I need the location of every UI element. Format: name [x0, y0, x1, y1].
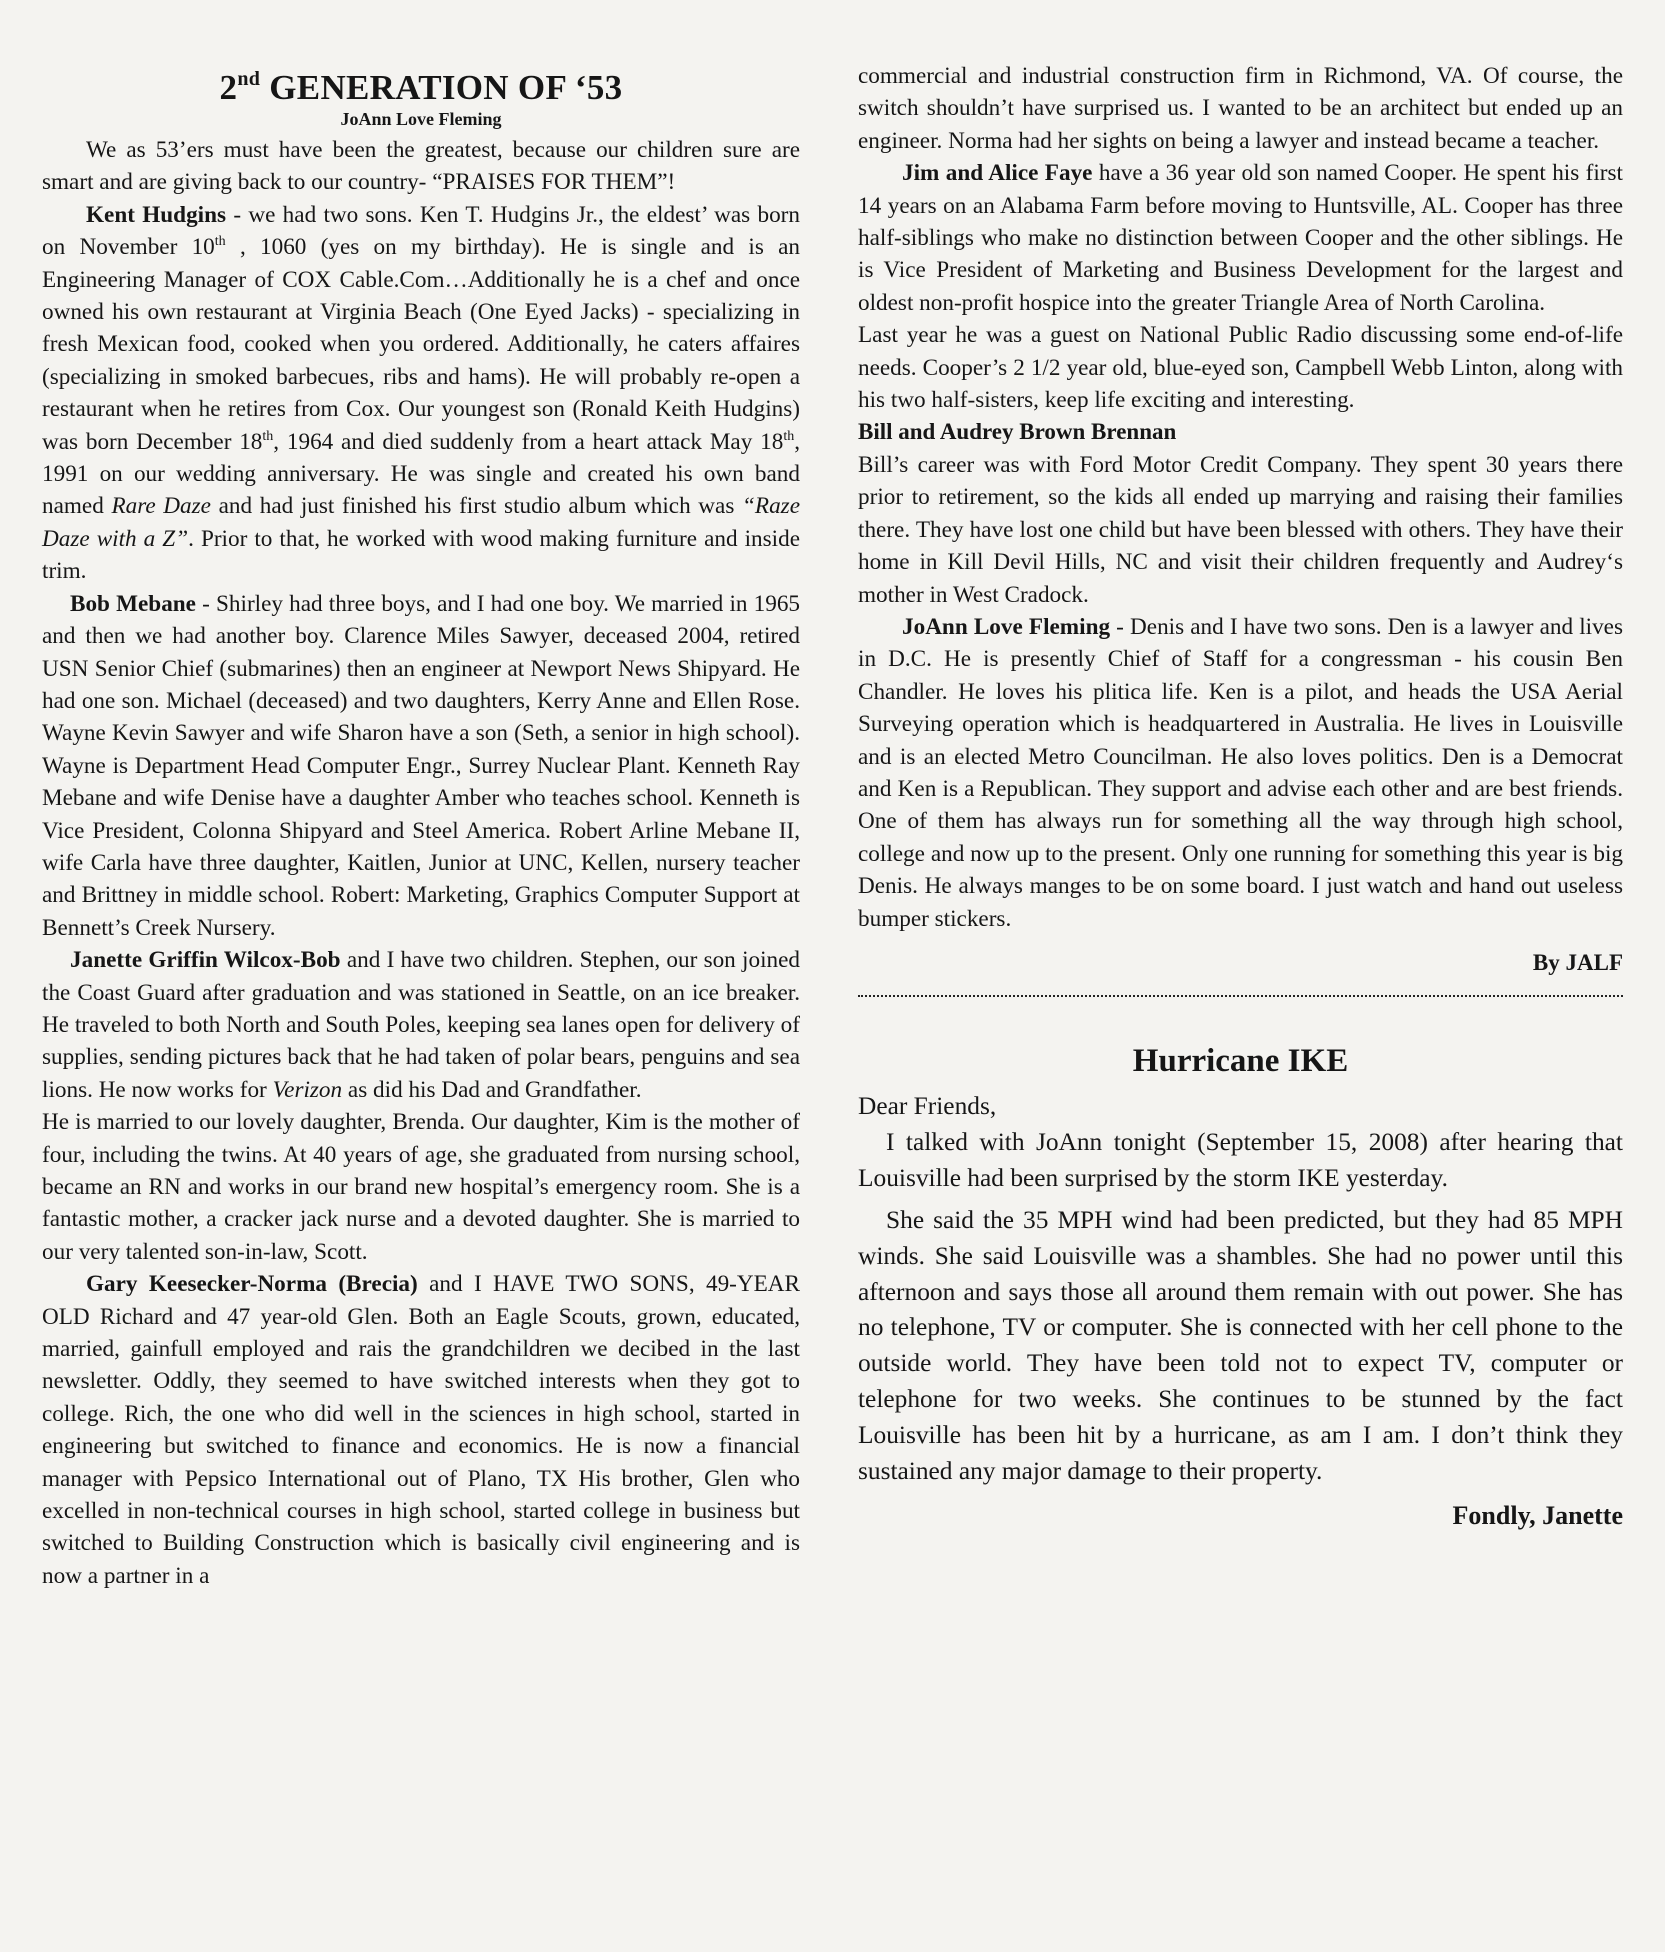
hurricane-paragraph-1: I talked with JoAnn tonight (September 15, 2008) after hearing that Louisville had been surprised by the storm IKE yesterday. — [858, 1127, 1623, 1192]
gary-keesecker-name: Gary Keesecker-Norma (Brecia) — [86, 1271, 418, 1298]
hurricane-paragraph-2: She said the 35 MPH wind had been predicted, but they had 85 MPH winds. She said Louisville was a shambles. She had no power until this afternoon and says those all around them remain with out power. She has no telephone, TV or computer. She is connected with her cell phone to the outside world. They have been told not to expect TV, computer or telephone for two weeks. She continues to be stunned by the fact Louisville has been hit by a hurricane, as am I am. I don’t think they sustained any major damage to their property. — [858, 1205, 1623, 1486]
title-ordinal-suffix: nd — [237, 68, 261, 90]
bob-mebane-name: Bob Mebane — [70, 590, 196, 617]
hurricane-signoff: Fondly, Janette — [1452, 1500, 1623, 1530]
bob-mebane-paragraph — [42, 588, 800, 944]
bob-text: - Shirley had three boys, and I had one boy. We married in 1965 and then we had another boy. Clarence Miles Sawyer, deceased 2004, retired USN Senior Chief (submarines) then an engineer at Newport News Shipyard. He had one son. Michael (deceased) and two daughters, Kerry Anne and Ellen Rose. Wayne Kevin Sawyer and wife Sharon have a son (Seth, a senior in high school). Wayne is Department Head Computer Engr., Surrey Nuclear Plant. Kenneth Ray Mebane and wife Denise have a daughter Amber who teaches school. Kenneth is Vice President, Colonna Shipyard and Steel America. Robert Arline Mebane II, wife Carla have three daughter, Kaitlen, Junior at UNC, Kellen, nursery teacher and Brittney in middle school. Robert: Marketing, Graphics Computer Support at Bennett’s Creek Nursery. — [42, 590, 801, 941]
dotted-divider — [858, 995, 1623, 997]
kent-text-4: , 1991 on our wedding anniversary. He was single and created his own band named — [42, 428, 800, 520]
hurricane-salutation: Dear Friends, — [858, 1091, 997, 1120]
hurricane-title: Hurricane IKE — [1132, 1042, 1349, 1079]
janette-text-2: as did his Dad and Grandfather. — [342, 1076, 642, 1103]
kent-text-2: , 1060 (yes on my birthday). He is single and is an Engineering Manager of COX Cable.Com…Additionally he is a chef and once owned his own restaurant at Virginia Beach (One Eyed Jacks) - specializing in fresh Mexican food, cooked when you ordered. Additionally, he caters affaires (specializing in smoked barbecues, ribs and hams). He will probably re-open a restaurant when he retires from Cox. Our youngest son (Ronald Keith Hudgins) was born December 18 — [42, 234, 800, 455]
album-name: “Raze Daze with a Z” — [42, 493, 800, 552]
joann-fleming-name: JoAnn Love Fleming — [902, 613, 1111, 640]
bill-audrey-name: Bill and Audrey Brown Brennan — [858, 419, 1177, 445]
kent-hudgins-paragraph — [42, 199, 800, 588]
intro-paragraph: We as 53’ers must have been the greatest, because our children sure are smart and are giving back to our country- “PRAISES FOR THEM”! — [42, 137, 800, 196]
left-column — [42, 60, 800, 1592]
joann-text: - Denis and I have two sons. Den is a lawyer and lives in D.C. He is presently Chief of Staff for a congressman - his cousin Ben Chandler. He loves his plitica life. Ken is a pilot, and heads the USA Aerial Surveying operation which is headquartered in Australia. He lives in Louisville and is an elected Metro Councilman. He also loves politics. Den is a Democrat and Ken is a Republican. They support and advise each other and are best friends. One of them has always run for something all the way through high school, college and now up to the present. Only one running for something this year is big Denis. He always manges to be on some board. I just watch and hand out useless bumper stickers. — [858, 613, 1623, 932]
jim-alice-name: Jim and Alice Faye — [902, 160, 1093, 187]
title-ordinal: 2 — [219, 68, 238, 107]
hurricane-article — [858, 1041, 1623, 1536]
title-text: GENERATION OF ‘53 — [260, 68, 623, 107]
article-byline: JoAnn Love Fleming — [340, 109, 502, 129]
jim-alice-paragraph — [858, 157, 1623, 319]
article-signoff: By JALF — [1532, 949, 1623, 975]
janette-wilcox-paragraph — [42, 944, 800, 1106]
kent-text-3: , 1964 and died suddenly from a heart attack May 18 — [273, 428, 784, 455]
right-column — [858, 60, 1623, 1536]
article-title — [42, 68, 800, 108]
kent-text-6: . Prior to that, he worked with wood making furniture and inside trim. — [42, 525, 801, 585]
kent-sup-2: th — [262, 428, 274, 444]
janette-paragraph-continued: He is married to our lovely daughter, Brenda. Our daughter, Kim is the mother of four, including the twins. At 40 years of age, she graduated from nursing school, became an RN and works in our brand new hospital’s emergency room. She is a fantastic mother, a cracker jack nurse and a devoted daughter. She is married to our very talented son-in-law, Scott. — [42, 1109, 800, 1265]
kent-text-5: and had just finished his first studio album which was — [210, 493, 743, 520]
janette-wilcox-name: Janette Griffin Wilcox-Bob — [70, 947, 341, 974]
kent-text-1: - we had two sons. Ken T. Hudgins Jr., the eldest’ was born on November 10 — [42, 201, 800, 261]
kent-sup-3: th — [783, 428, 795, 444]
gary-text-1: and I HAVE TWO SONS, 49-YEAR OLD Richard and 47 year-old Glen. Both an Eagle Scouts, grown, educated, married, gainfull employed and rais the grandchildren we decibed in the last newsletter. Oddly, they seemed to have switched interests when they got to college. Rich, the one who did well in the sciences in high school, started in engineering but switched to finance and economics. He is now a financial manager with Pepsico International out of Plano, TX His brother, Glen who excelled in non-technical courses in high school, started college in business but switched to Building Construction which is basically civil engineering and is now a partner in a — [42, 1271, 800, 1589]
janette-text-1: and I have two children. Stephen, our son joined the Coast Guard after graduation and was stationed in Seattle, on an ice breaker. He traveled to both North and South Poles, keeping sea lanes open for delivery of supplies, sending pictures back that he had taken of polar bears, penguins and sea lions. He now works for — [42, 947, 800, 1103]
bill-audrey-paragraph: Bill’s career was with Ford Motor Credit Company. They spent 30 years there prior to retirement, so the kids all ended up marrying and raising their families there. They have lost one child but have been blessed with others. They have their home in Kill Devil Hills, NC and visit their children frequently and Audrey‘s mother in West Cradock. — [858, 451, 1623, 608]
kent-sup-1: th — [214, 234, 226, 250]
verizon-name: Verizon — [272, 1076, 343, 1103]
jim-text-1: have a 36 year old son named Cooper. He spent his first 14 years on an Alabama Farm before moving to Huntsville, AL. Cooper has three half-siblings who make no distinction between Cooper and the other siblings. He is Vice President of Marketing and Business Development for the largest and oldest non-profit hospice into the greater Triangle Area of North Carolina. — [858, 160, 1623, 316]
band-name: Rare Daze — [111, 493, 211, 520]
gary-keesecker-paragraph — [42, 1268, 800, 1592]
joann-fleming-paragraph — [858, 611, 1623, 935]
gary-paragraph-continued: commercial and industrial construction firm in Richmond, VA. Of course, the switch shouldn’t have surprised us. I wanted to be an architect but ended up an engineer. Norma had her sights on being a lawyer and instead became a teacher. — [858, 63, 1623, 154]
kent-hudgins-name: Kent Hudgins — [86, 201, 227, 228]
jim-paragraph-continued: Last year he was a guest on National Public Radio discussing some end-of-life needs. Cooper’s 2 1/2 year old, blue-eyed son, Campbell Webb Linton, along with his two half-sisters, keep life exciting and interesting. — [858, 322, 1623, 414]
